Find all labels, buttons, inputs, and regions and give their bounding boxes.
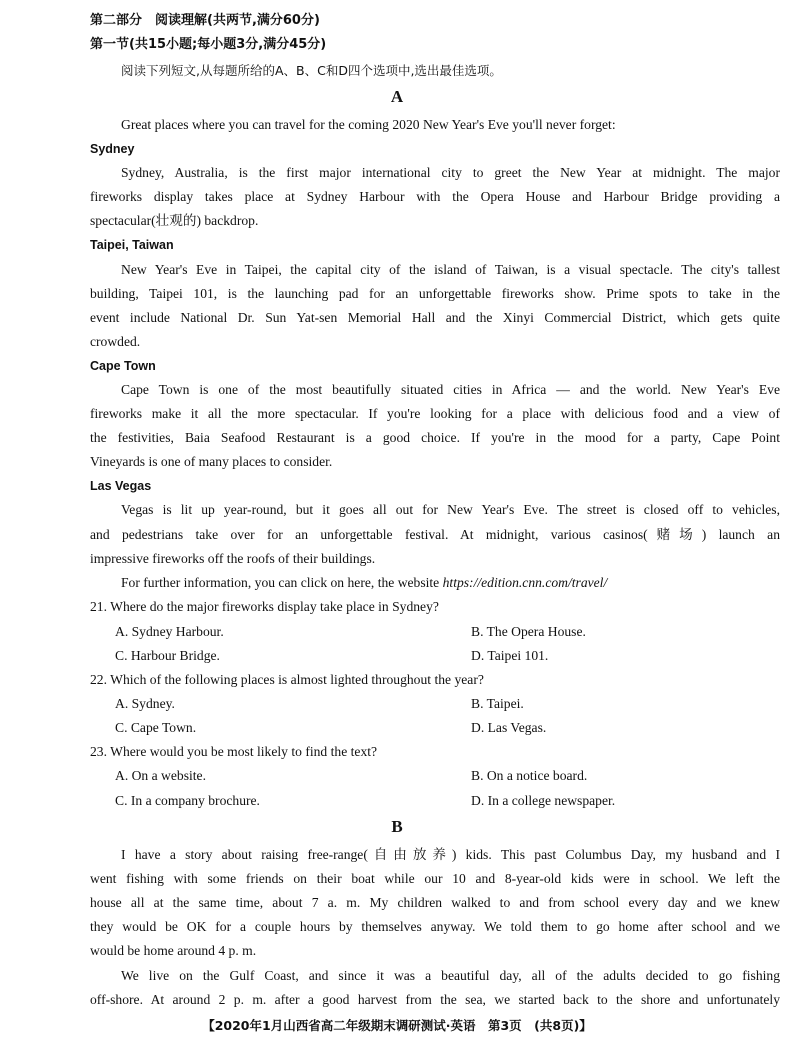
paragraph-line: Cape Town is one of the most beautifully situated cities in Africa — and the world. New Year's Eve	[121, 382, 780, 397]
further-info-text: For further information, you can click on here, the website	[121, 575, 443, 590]
paragraph-line: I have a story about raising free-range(自由放养) kids. This past Columbus Day, my husband and I	[121, 847, 780, 862]
option-item: C. Harbour Bridge.	[115, 648, 220, 663]
section-heading: 第一节(共15小题;每小题3分,满分45分)	[90, 37, 327, 52]
paragraph-line: Vineyards is one of many places to consider.	[90, 454, 333, 469]
question-stem: 21. Where do the major fireworks display take place in Sydney?	[90, 599, 439, 614]
option-item: A. Sydney Harbour.	[115, 624, 224, 639]
city-heading-las-vegas: Las Vegas	[90, 479, 152, 493]
paragraph-line: and pedestrians take over for an unforgettable festival. At midnight, various casinos(赌场) launch an	[90, 527, 780, 542]
question-stem: 22. Which of the following places is almost lighted throughout the year?	[90, 672, 484, 687]
option-item: C. Cape Town.	[115, 720, 197, 735]
paragraph-line: New Year's Eve in Taipei, the capital city of the island of Taiwan, is a visual spectacle. The city's tallest	[121, 262, 780, 277]
paragraph-line: crowded.	[90, 334, 141, 349]
paragraph-line: Vegas is lit up year-round, but it goes all out for New Year's Eve. The street is closed off to vehicles,	[121, 502, 780, 517]
city-heading-cape-town: Cape Town	[90, 359, 156, 373]
paragraph-line: event include National Dr. Sun Yat-sen Memorial Hall and the Xinyi Commercial District, which gets quite	[90, 310, 780, 325]
paragraph-line: house all at the same time, about 7 a. m. My children walked to and from school every day and we knew	[90, 895, 780, 910]
paragraph-line: would be home around 4 p. m.	[90, 943, 257, 958]
paragraph-line: the festivities, Baia Seafood Restaurant is a good choice. If you're in the mood for a party, Cape Point	[90, 430, 780, 445]
instruction-text: 阅读下列短文,从每题所给的A、B、C和D四个选项中,选出最佳选项。	[121, 63, 502, 78]
paragraph-line: We live on the Gulf Coast, and since it was a beautiful day, all of the adults decided to go fishing	[121, 968, 780, 983]
paragraph-line: off-shore. At around 2 p. m. after a good harvest from the sea, we started back to the shore and unfortunately	[90, 992, 780, 1007]
paragraph-line: fireworks display takes place at Sydney Harbour with the Opera House and Harbour Bridge providing a	[90, 189, 780, 204]
option-item: A. On a website.	[115, 768, 206, 783]
paragraph-line: fireworks make it all the more spectacular. If you're looking for a place with delicious food and a view of	[90, 406, 780, 421]
paragraph-line: building, Taipei 101, is the launching pad for an unforgettable fireworks show. Prime spots to take in the	[90, 286, 780, 301]
passage-a-letter: A	[390, 87, 404, 106]
question-stem: 23. Where would you be most likely to find the text?	[90, 744, 378, 759]
paragraph-line: went fishing with some friends on their boat while our 10 and 8-year-old kids were in school. We left the	[90, 871, 780, 886]
paragraph-line: they would be OK for a couple hours by themselves anyway. We told them to go home after school and we	[90, 919, 780, 934]
option-item: B. The Opera House.	[471, 624, 586, 639]
option-item: B. Taipei.	[471, 696, 524, 711]
website-url: https://edition.cnn.com/travel/	[442, 575, 608, 590]
page-footer: 【2020年1月山西省高二年级期末调研测试·英语 第3页 (共8页)】	[202, 1018, 592, 1033]
paragraph-line: spectacular(壮观的) backdrop.	[90, 213, 259, 228]
part-heading: 第二部分 阅读理解(共两节,满分60分)	[90, 13, 320, 28]
further-info	[121, 574, 780, 592]
option-item: D. Taipei 101.	[471, 648, 549, 663]
option-item: D. In a college newspaper.	[471, 793, 616, 808]
option-item: A. Sydney.	[115, 696, 175, 711]
paragraph-line: impressive fireworks off the roofs of their buildings.	[90, 551, 376, 566]
city-heading-sydney: Sydney	[90, 142, 135, 156]
option-item: D. Las Vegas.	[471, 720, 547, 735]
city-heading-taipei: Taipei, Taiwan	[90, 238, 174, 252]
passage-b-letter: B	[391, 817, 403, 836]
paragraph-line: Sydney, Australia, is the first major international city to greet the New Year at midnight. The major	[121, 165, 780, 180]
passage-a-intro: Great places where you can travel for the coming 2020 New Year's Eve you'll never forget:	[121, 117, 616, 132]
option-item: B. On a notice board.	[471, 768, 588, 783]
option-item: C. In a company brochure.	[115, 793, 260, 808]
